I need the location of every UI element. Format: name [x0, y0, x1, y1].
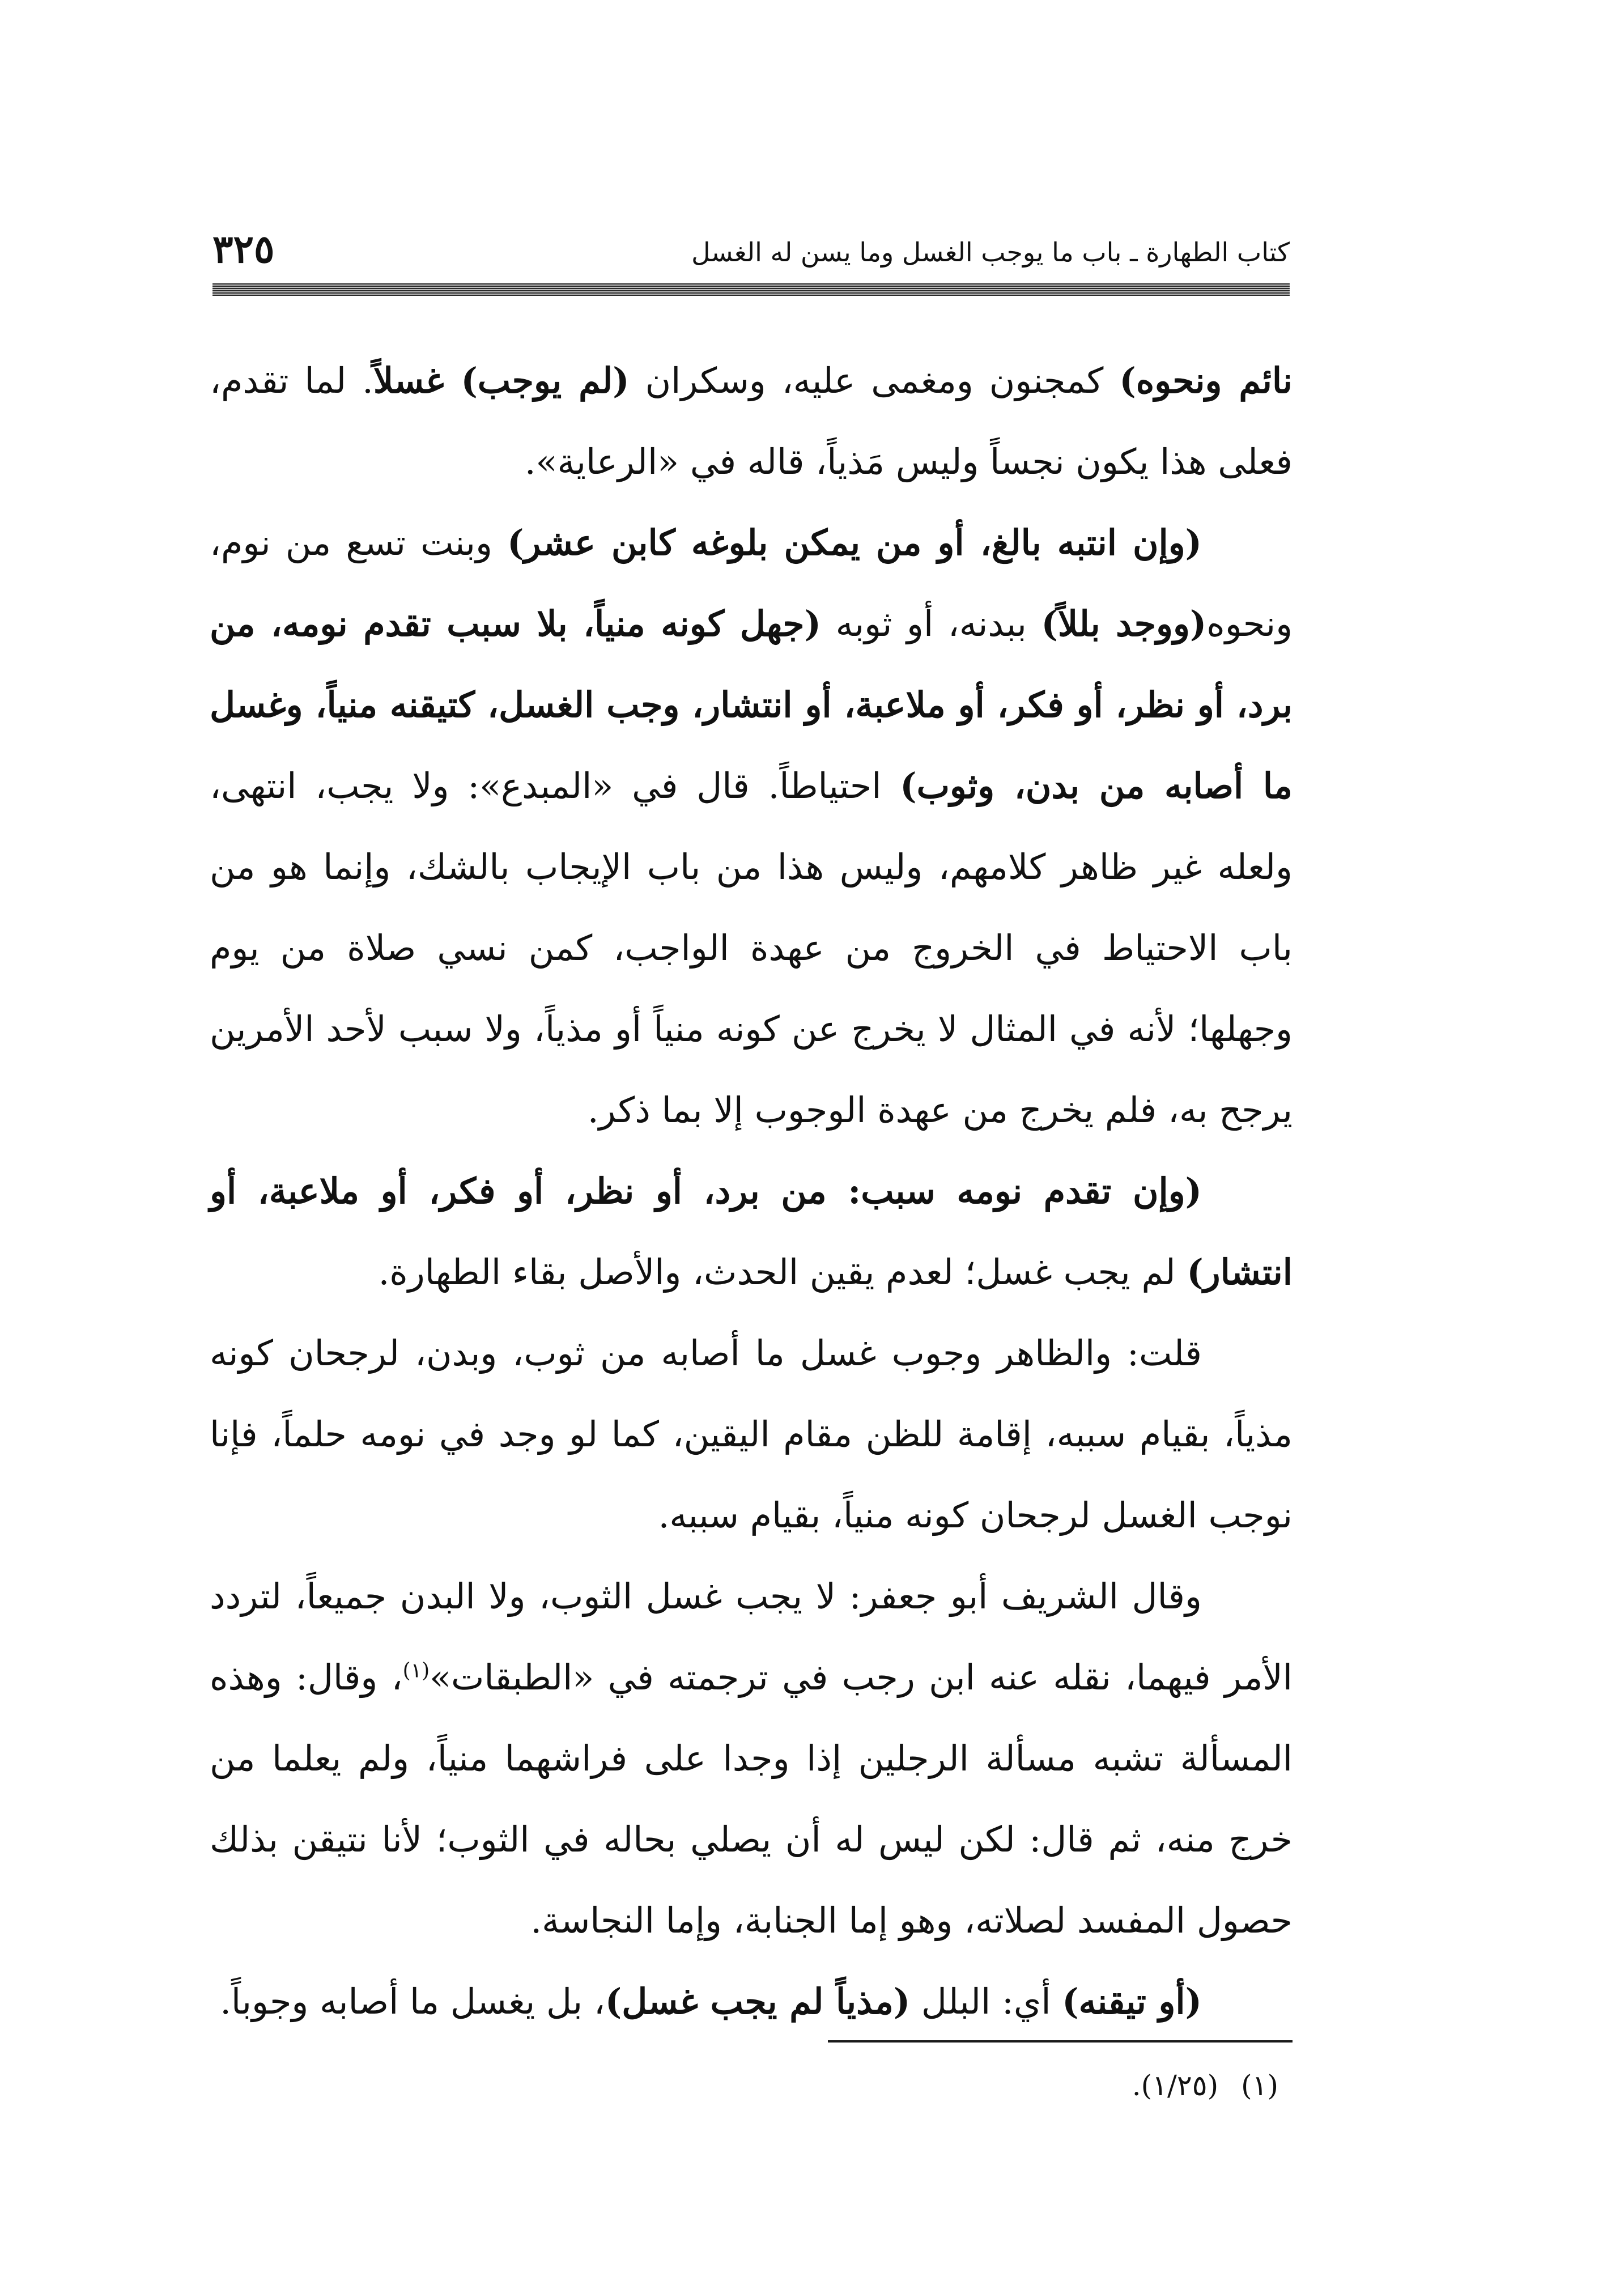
paragraph-6: [210, 1961, 1293, 2042]
paragraph-4: قلت: والظاهر وجوب غسل ما أصابه من ثوب، وبدن، لرجحان كونه مذياً، بقيام سببه، إقامة للظن مقام اليقين، كما لو وجد في نومه حلماً، فإنا نوجب الغسل لرجحان كونه منياً، بقيام سببه.: [210, 1332, 1293, 1536]
bold-span: (لم يوجب) غسلاً: [373, 360, 630, 401]
text-span: ، بل يغسل ما أصابه وجوباً.: [220, 1981, 605, 2022]
bold-span: (جهل كونه منياً، بلا سبب تقدم نومه، من برد، أو نظر، أو فكر، أو ملاعبة، أو انتشار، وجب الغسل، كتيقنه منياً، وغسل ما أصابه من بدن، وثوب): [210, 603, 1293, 806]
paragraph-5: [210, 1556, 1293, 1961]
bold-span: (وإن تقدم نومه سبب: من برد، أو نظر، أو فكر، أو ملاعبة، أو انتشار): [210, 1170, 1293, 1293]
text-span: ، وقال: وهذه المسألة تشبه مسألة الرجلين إذا وجدا على فراشهما منياً، ولم يعلما من خرج منه، ثم قال: لكن ليس له أن يصلي بحاله في الثوب؛ لأنا نتيقن بذلك حصول المفسد لصلاته، وهو إما الجنابة، وإما النجاسة.: [210, 1657, 1293, 1941]
page-number: ٣٢٥: [212, 227, 275, 272]
bold-span: (أو تيقنه): [1062, 1981, 1202, 2022]
paragraph-1: [210, 340, 1293, 502]
text-span: وبنت تسع من نوم، ونحوه: [210, 522, 1293, 644]
text-span: أي: البلل: [910, 1981, 1062, 2022]
text-span: وقال الشريف أبو جعفر: لا يجب غسل الثوب، ولا البدن جميعاً، لتردد الأمر فيهما، نقله عنه ابن رجب في ترجمته في «الطبقات»: [210, 1576, 1293, 1698]
text-span: كمجنون ومغمى عليه، وسكران: [629, 360, 1120, 401]
footnote-rule: [828, 2040, 1293, 2043]
running-header: [212, 227, 1290, 278]
footnote-text: (١/٢٥).: [1132, 2069, 1219, 2102]
text-span: ببدنه، أو ثوبه: [820, 603, 1041, 644]
text-span: . لما تقدم، فعلى هذا يكون نجساً وليس مَذياً، قاله في «الرعاية».: [210, 360, 1293, 482]
header-title: كتاب الطهارة ـ باب ما يوجب الغسل وما يسن له الغسل: [691, 237, 1290, 267]
footnote: [1132, 2063, 1278, 2108]
bold-span: (وإن انتبه بالغ، أو من يمكن بلوغه كابن عشر): [507, 522, 1202, 563]
footnote-number: (١): [1241, 2069, 1278, 2102]
text-span: لم يجب غسل؛ لعدم يقين الحدث، والأصل بقاء الطهارة.: [378, 1251, 1187, 1293]
bold-span: (مذياً لم يجب غسل): [605, 1981, 911, 2022]
text-span: احتياطاً. قال في «المبدع»: ولا يجب، انتهى، ولعله غير ظاهر كلامهم، وليس هذا من باب الإيجاب بالشك، وإنما هو من باب الاحتياط في الخروج من عهدة الواجب، كمن نسي صلاة من يوم وجهلها؛ لأنه في المثال لا يخرج عن كونه منياً أو مذياً، ولا سبب لأحد الأمرين يرجح به، فلم يخرج من عهدة الوجوب إلا بما ذكر.: [210, 765, 1293, 1131]
footnote-reference: (١): [402, 1659, 430, 1683]
header-rule: [212, 283, 1290, 296]
paragraph-2: [210, 502, 1293, 1150]
bold-span: (ووجد بللاً): [1041, 603, 1207, 644]
paragraph-3: [210, 1150, 1293, 1313]
body-text: [210, 340, 1293, 2042]
bold-span: نائم ونحوه): [1119, 360, 1293, 401]
